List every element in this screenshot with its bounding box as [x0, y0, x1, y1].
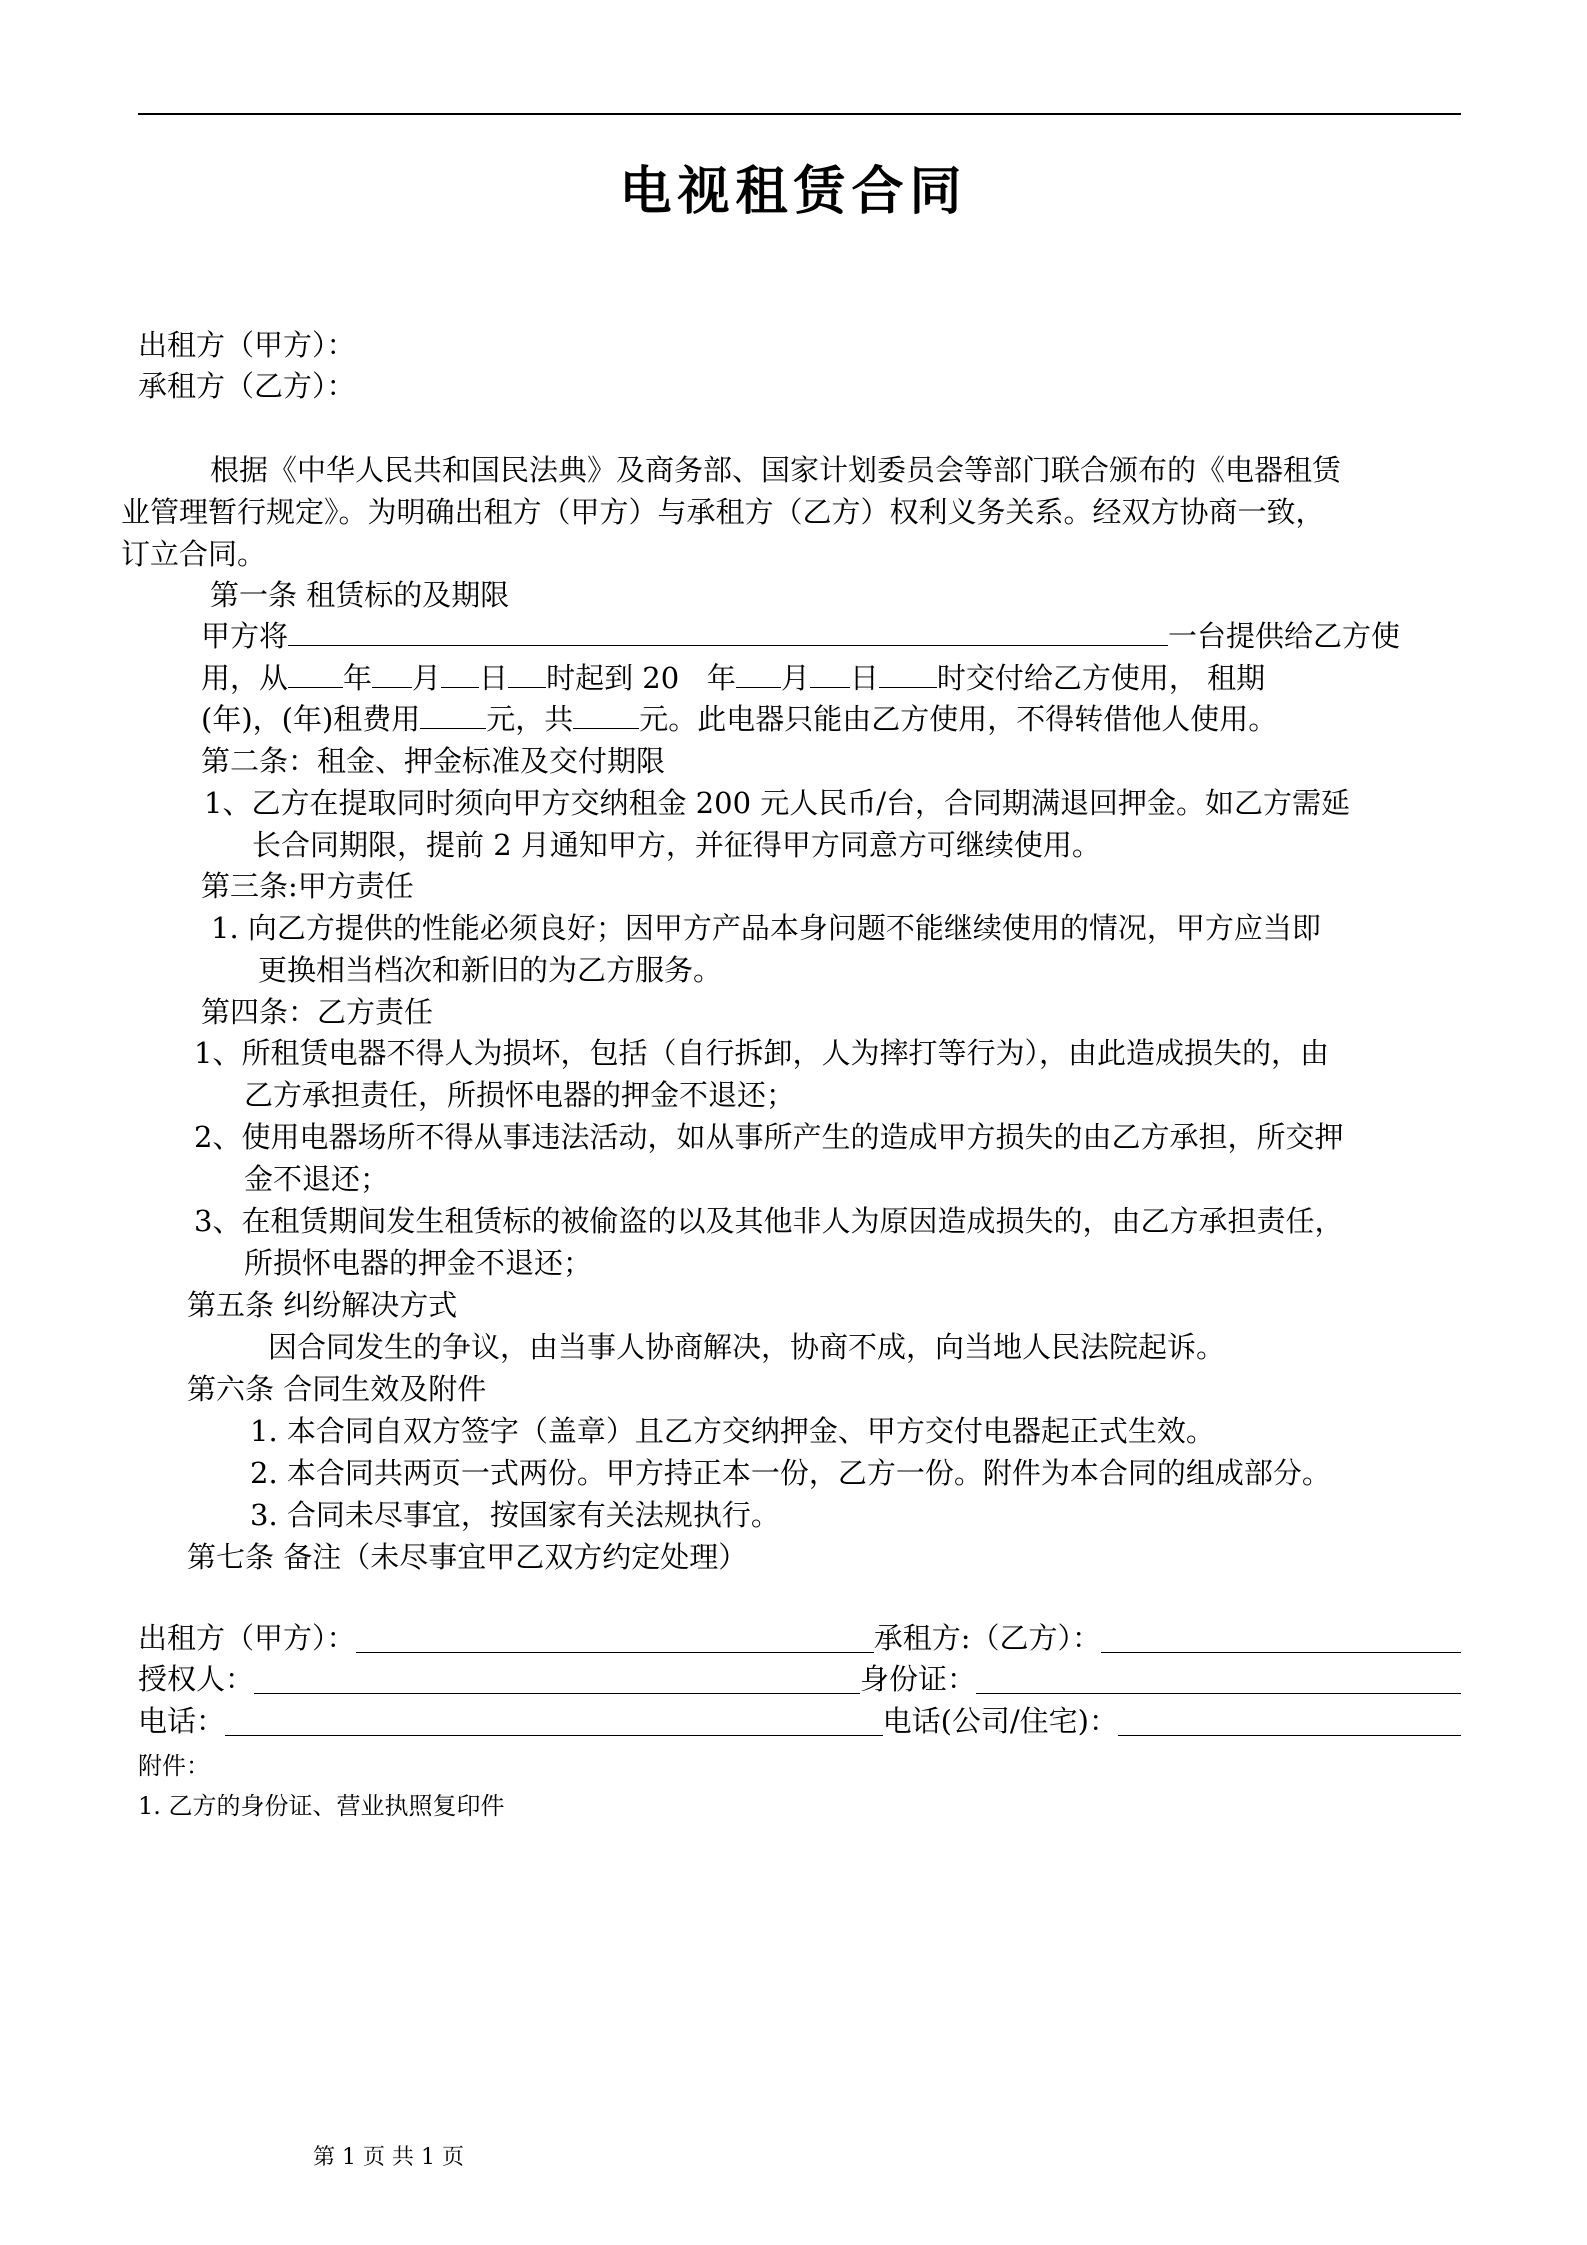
lessor-label: 出租方（甲方）：	[138, 328, 356, 362]
article-5-text: 因合同发生的争议，由当事人协商解决，协商不成，向当地人民法院起诉。	[268, 1330, 1226, 1364]
signature-row-1: 出租方（甲方）： 承租方:（乙方）：	[138, 1617, 1461, 1659]
preamble-line-2: 业管理暂行规定》。为明确出租方（甲方）与承租方（乙方）权利义务关系。经双方协商一致，	[121, 495, 1325, 529]
attachments-heading: 附件：	[138, 1752, 210, 1780]
lessee-signature-field[interactable]	[1101, 1620, 1461, 1653]
company-phone-field[interactable]	[1118, 1703, 1461, 1736]
article-6-item-3: 3. 合同未尽事宜，按国家有关法规执行。	[250, 1498, 780, 1532]
article-3-heading: 第三条:甲方责任	[201, 869, 414, 903]
article-5-heading: 第五条 纠纷解决方式	[187, 1288, 458, 1322]
article-2-heading: 第二条：租金、押金标准及交付期限	[201, 744, 666, 778]
item-blank[interactable]	[288, 615, 1168, 646]
article-4-item-2-cont: 金不退还；	[244, 1162, 390, 1196]
lessor-signature-field[interactable]	[356, 1620, 874, 1653]
article-6-heading: 第六条 合同生效及附件	[187, 1372, 487, 1406]
page-footer: 第 1 页 共 1 页	[313, 2145, 464, 2170]
article-4-item-3-cont: 所损怀电器的押金不退还；	[244, 1246, 593, 1280]
attachment-item-1: 1. 乙方的身份证、营业执照复印件	[138, 1792, 505, 1820]
article-1-line-3: (年)，(年)租费用 元，共 元。此电器只能由乙方使用，不得转借他人使用。	[201, 698, 1277, 740]
article-4-heading: 第四条：乙方责任	[201, 995, 434, 1029]
preamble-line-1: 根据《中华人民共和国民法典》及商务部、国家计划委员会等部门联合颁布的《电器租赁	[210, 453, 1342, 487]
phone-field[interactable]	[225, 1703, 883, 1736]
id-card-field[interactable]	[976, 1661, 1461, 1694]
header-rule	[138, 113, 1461, 115]
article-1-heading: 第一条 租赁标的及期限	[210, 578, 510, 612]
signature-row-3: 电话： 电话(公司/住宅)：	[138, 1700, 1461, 1742]
signature-row-2: 授权人： 身份证：	[138, 1658, 1461, 1700]
article-2-item-1: 1、乙方在提取同时须向甲方交纳租金 200 元人民币/台，合同期满退回押金。如乙方需延	[204, 786, 1351, 820]
article-3-item-1-cont: 更换相当档次和新旧的为乙方服务。	[258, 953, 723, 987]
document-title: 电视租赁合同	[619, 162, 968, 222]
article-1-line-2: 用，从 年 月 日 时起到 20 年 月 日 时交付给乙方使用， 租期	[201, 657, 1265, 699]
preamble-line-3: 订立合同。	[121, 537, 267, 571]
authorized-field[interactable]	[254, 1661, 860, 1694]
article-7-heading: 第七条 备注（未尽事宜甲乙双方约定处理）	[187, 1540, 748, 1574]
lessee-label: 承租方（乙方）：	[138, 369, 356, 403]
article-6-item-2: 2. 本合同共两页一式两份。甲方持正本一份，乙方一份。附件为本合同的组成部分。	[250, 1456, 1331, 1490]
article-4-item-1: 1、所租赁电器不得人为损坏，包括（自行拆卸，人为摔打等行为），由此造成损失的，由	[194, 1036, 1329, 1070]
article-1-line-1: 甲方将 一台提供给乙方使	[201, 615, 1400, 657]
article-3-item-1: 1. 向乙方提供的性能必须良好；因甲方产品本身问题不能继续使用的情况，甲方应当即	[211, 911, 1321, 945]
article-4-item-1-cont: 乙方承担责任，所损怀电器的押金不退还；	[244, 1078, 796, 1112]
article-4-item-3: 3、在租赁期间发生租赁标的被偷盗的以及其他非人为原因造成损失的，由乙方承担责任，	[194, 1204, 1344, 1238]
article-4-item-2: 2、使用电器场所不得从事违法活动，如从事所产生的造成甲方损失的由乙方承担，所交押	[194, 1120, 1344, 1154]
article-2-item-1-cont: 长合同期限，提前 2 月通知甲方，并征得甲方同意方可继续使用。	[252, 828, 1101, 862]
article-6-item-1: 1. 本合同自双方签字（盖章）且乙方交纳押金、甲方交付电器起正式生效。	[250, 1414, 1215, 1448]
